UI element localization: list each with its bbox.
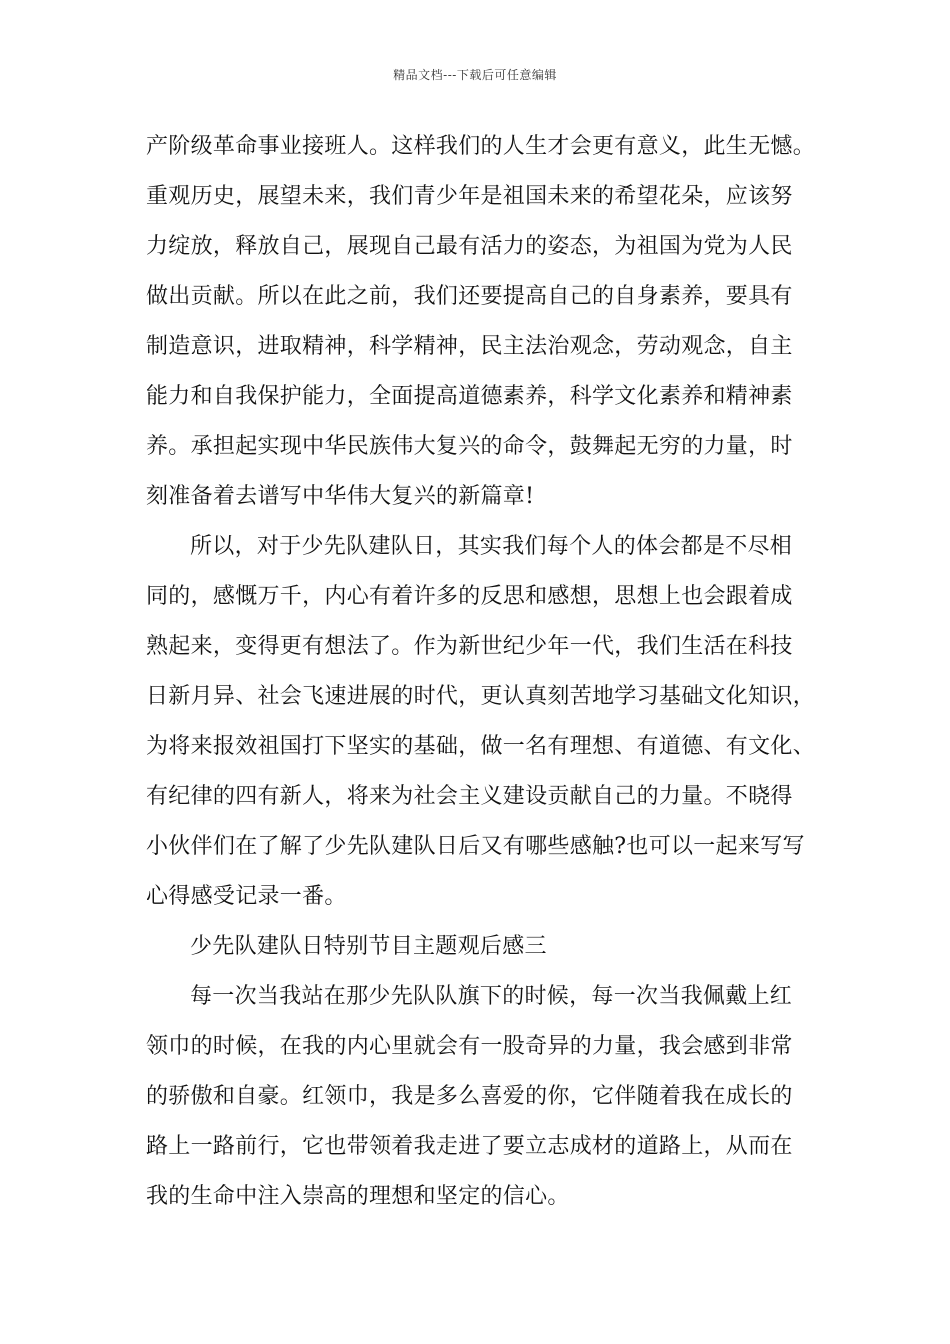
text-line: 路上一路前行，它也带领着我走进了要立志成材的道路上，从而在: [146, 1134, 793, 1159]
text-line: 重观历史，展望未来，我们青少年是祖国未来的希望花朵，应该努: [146, 184, 793, 209]
text-line: 为将来报效祖国打下坚实的基础，做一名有理想、有道德、有文化、: [146, 734, 816, 759]
text-line: 刻准备着去谱写中华伟大复兴的新篇章!: [146, 484, 535, 509]
text-line: 小伙伴们在了解了少先队建队日后又有哪些感触?也可以一起来写写: [146, 834, 805, 859]
text-line: 同的，感慨万千，内心有着许多的反思和感想，思想上也会跟着成: [146, 584, 793, 609]
paragraph-first-line: 每一次当我站在那少先队队旗下的时候，每一次当我佩戴上红: [190, 984, 793, 1009]
section-heading: 少先队建队日特别节目主题观后感三: [190, 934, 547, 959]
text-line: 能力和自我保护能力，全面提高道德素养，科学文化素养和精神素: [146, 384, 793, 409]
text-line: 产阶级革命事业接班人。这样我们的人生才会更有意义，此生无憾。: [146, 134, 816, 159]
paragraph-first-line: 所以，对于少先队建队日，其实我们每个人的体会都是不尽相: [190, 534, 793, 559]
text-line: 我的生命中注入崇高的理想和坚定的信心。: [146, 1184, 570, 1209]
text-line: 熟起来，变得更有想法了。作为新世纪少年一代，我们生活在科技: [146, 634, 793, 659]
text-line: 制造意识，进取精神，科学精神，民主法治观念，劳动观念，自主: [146, 334, 793, 359]
text-line: 领巾的时候，在我的内心里就会有一股奇异的力量，我会感到非常: [146, 1034, 793, 1059]
text-line: 做出贡献。所以在此之前，我们还要提高自己的自身素养，要具有: [146, 284, 793, 309]
page-header: 精品文档---下载后可任意编辑: [393, 68, 557, 82]
text-line: 的骄傲和自豪。红领巾，我是多么喜爱的你，它伴随着我在成长的: [146, 1084, 793, 1109]
text-line: 日新月异、社会飞速进展的时代，更认真刻苦地学习基础文化知识，: [146, 684, 816, 709]
text-line: 心得感受记录一番。: [146, 884, 347, 909]
text-line: 养。承担起实现中华民族伟大复兴的命令，鼓舞起无穷的力量，时: [146, 434, 793, 459]
text-line: 有纪律的四有新人，将来为社会主义建设贡献自己的力量。不晓得: [146, 784, 793, 809]
text-line: 力绽放，释放自己，展现自己最有活力的姿态，为祖国为党为人民: [146, 234, 793, 259]
